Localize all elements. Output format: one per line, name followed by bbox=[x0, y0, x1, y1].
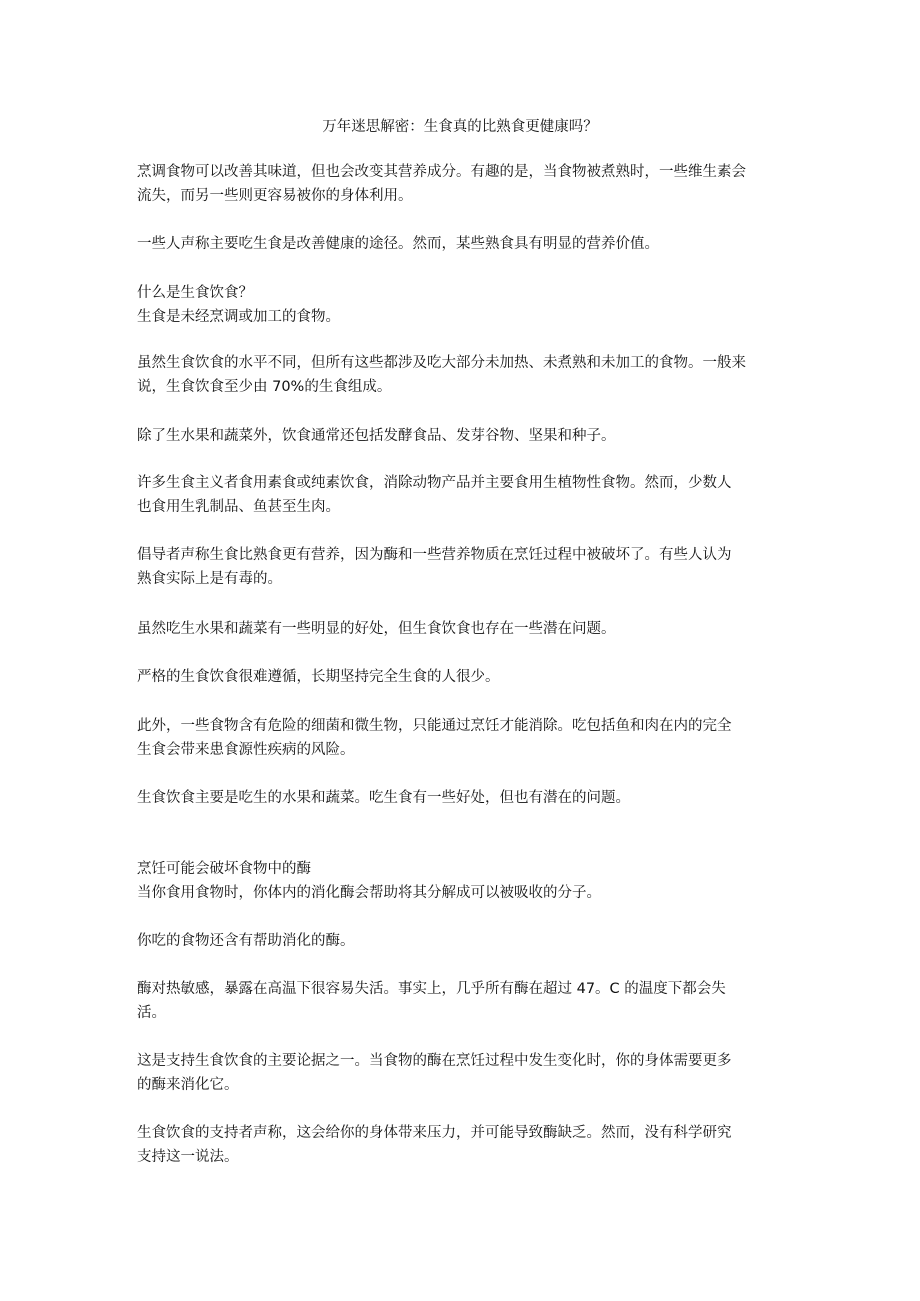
paragraph-line: 的酶来消化它。 bbox=[137, 1077, 239, 1093]
paragraph bbox=[137, 1049, 789, 1097]
paragraph-line: 生食饮食的支持者声称，这会给你的身体带来压力，并可能导致酶缺乏。然而，没有科学研究 bbox=[137, 1125, 732, 1141]
paragraph-line: 许多生食主义者食用素食或纯素饮食，消除动物产品并主要食用生植物性食物。然而，少数人 bbox=[137, 475, 732, 491]
paragraph bbox=[137, 665, 789, 689]
section-heading: 烹饪可能会破坏食物中的酶 bbox=[137, 861, 311, 877]
paragraph-line: 生食是未经烹调或加工的食物。 bbox=[137, 309, 340, 325]
paragraph bbox=[137, 1121, 789, 1169]
paragraph-line: 这是支持生食饮食的主要论据之一。当食物的酶在烹饪过程中发生变化时，你的身体需要更多 bbox=[137, 1053, 732, 1069]
paragraph-line: 流失，而另一些则更容易被你的身体利用。 bbox=[137, 188, 413, 204]
paragraph bbox=[137, 471, 789, 519]
paragraph-line: 生食饮食主要是吃生的水果和蔬菜。吃生食有一些好处，但也有潜在的问题。 bbox=[137, 790, 630, 806]
paragraph-line: 说，生食饮食至少由 70%的生食组成。 bbox=[137, 379, 392, 395]
paragraph-line: 虽然生食饮食的水平不同，但所有这些都涉及吃大部分未加热、未煮熟和未加工的食物。一般来 bbox=[137, 355, 746, 371]
paragraph bbox=[137, 977, 789, 1025]
paragraph-line: 生食会带来患食源性疾病的风险。 bbox=[137, 742, 355, 758]
paragraph-line: 你吃的食物还含有帮助消化的酶。 bbox=[137, 933, 355, 949]
paragraph bbox=[137, 351, 789, 399]
paragraph-line: 支持这一说法。 bbox=[137, 1149, 239, 1165]
paragraph bbox=[137, 714, 789, 762]
paragraph bbox=[137, 160, 789, 208]
paragraph-line: 活。 bbox=[137, 1005, 166, 1021]
paragraph bbox=[137, 424, 789, 448]
paragraph bbox=[137, 786, 789, 810]
paragraph-line: 一些人声称主要吃生食是改善健康的途径。然而，某些熟食具有明显的营养价值。 bbox=[137, 236, 659, 252]
paragraph-line: 倡导者声称生食比熟食更有营养，因为酶和一些营养物质在烹饪过程中被破坏了。有些人认为 bbox=[137, 547, 732, 563]
paragraph-line: 酶对热敏感，暴露在高温下很容易失活。事实上，几乎所有酶在超过 47。C 的温度下都会失 bbox=[137, 981, 726, 997]
paragraph bbox=[137, 617, 789, 641]
paragraph-line: 烹调食物可以改善其味道，但也会改变其营养成分。有趣的是，当食物被煮熟时，一些维生素会 bbox=[137, 164, 746, 180]
paragraph bbox=[137, 543, 789, 591]
paragraph-line: 除了生水果和蔬菜外，饮食通常还包括发酵食品、发芽谷物、坚果和种子。 bbox=[137, 428, 616, 444]
paragraph bbox=[137, 929, 789, 953]
section-heading: 什么是生食饮食？ bbox=[137, 285, 253, 301]
document-title: 万年迷思解密：生食真的比熟食更健康吗？ bbox=[322, 119, 598, 135]
section-heading-paragraph bbox=[137, 857, 789, 905]
paragraph bbox=[137, 232, 789, 256]
paragraph-line: 此外，一些食物含有危险的细菌和微生物，只能通过烹饪才能消除。吃包括鱼和肉在内的完全 bbox=[137, 718, 732, 734]
paragraph-line: 熟食实际上是有毒的。 bbox=[137, 571, 282, 587]
paragraph-line: 当你食用食物时，你体内的消化酶会帮助将其分解成可以被吸收的分子。 bbox=[137, 885, 601, 901]
paragraph-line: 也食用生乳制品、鱼甚至生肉。 bbox=[137, 499, 340, 515]
section-heading-paragraph bbox=[137, 281, 789, 329]
paragraph-line: 虽然吃生水果和蔬菜有一些明显的好处，但生食饮食也存在一些潜在问题。 bbox=[137, 621, 616, 637]
paragraph-line: 严格的生食饮食很难遵循，长期坚持完全生食的人很少。 bbox=[137, 669, 500, 685]
